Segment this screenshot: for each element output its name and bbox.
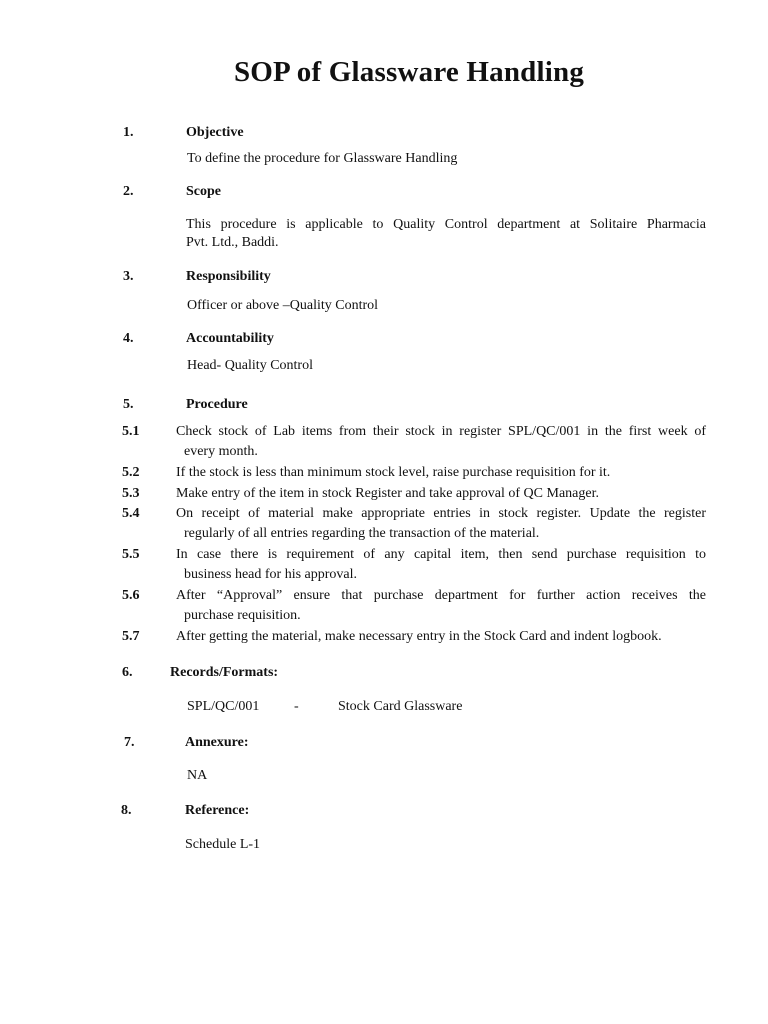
section-heading-accountability: Accountability: [186, 331, 274, 346]
document-title: SOP of Glassware Handling: [233, 56, 585, 88]
section-heading-annexure: Annexure:: [185, 735, 249, 750]
step-number: 5.3: [122, 486, 140, 501]
step-text-line-1: Make entry of the item in stock Register and take approval of QC Manager.: [176, 486, 599, 501]
section-number: 2.: [123, 184, 134, 199]
step-text-line-2: regularly of all entries regarding the transaction of the material.: [184, 526, 540, 541]
step-text-line-2: business head for his approval.: [184, 567, 358, 582]
step-text-line-1: If the stock is less than minimum stock level, raise purchase requisition for it.: [176, 465, 611, 480]
step-number: 5.5: [122, 547, 140, 562]
record-separator: -: [294, 699, 299, 714]
section-number: 3.: [123, 269, 134, 284]
section-number: 8.: [121, 803, 132, 818]
section-heading-responsibility: Responsibility: [186, 269, 271, 284]
step-text-line-1: In case there is requirement of any capital item, then send purchase requisition to: [176, 547, 706, 562]
step-number: 5.4: [122, 506, 140, 521]
step-text-line-1: On receipt of material make appropriate entries in stock register. Update the register: [176, 506, 706, 521]
step-text-line-1: After getting the material, make necessary entry in the Stock Card and indent logbook.: [176, 629, 662, 644]
accountability-text: Head- Quality Control: [187, 358, 313, 373]
scope-text-line-2: Pvt. Ltd., Baddi.: [186, 235, 279, 250]
section-number: 4.: [123, 331, 134, 346]
step-number: 5.2: [122, 465, 140, 480]
section-number: 7.: [124, 735, 135, 750]
step-text-line-2: every month.: [184, 444, 258, 459]
section-heading-reference: Reference:: [185, 803, 250, 818]
annexure-text: NA: [187, 768, 208, 783]
section-heading-procedure: Procedure: [186, 397, 248, 412]
objective-text: To define the procedure for Glassware Handling: [187, 151, 458, 166]
section-number: 6.: [122, 665, 133, 680]
responsibility-text: Officer or above –Quality Control: [187, 298, 379, 313]
step-number: 5.1: [122, 424, 140, 439]
step-text-line-1: Check stock of Lab items from their stock in register SPL/QC/001 in the first week of: [176, 424, 706, 439]
record-code: SPL/QC/001: [187, 699, 260, 714]
step-text-line-1: After “Approval” ensure that purchase department for further action receives the: [176, 588, 706, 603]
section-heading-objective: Objective: [186, 125, 244, 140]
section-heading-records: Records/Formats:: [170, 665, 279, 680]
step-number: 5.6: [122, 588, 140, 603]
scope-text-line-1: This procedure is applicable to Quality Control department at Solitaire Pharmacia: [186, 217, 706, 232]
reference-text: Schedule L-1: [185, 837, 261, 852]
section-heading-scope: Scope: [186, 184, 221, 199]
record-name: Stock Card Glassware: [338, 699, 463, 714]
section-number: 5.: [123, 397, 134, 412]
section-number: 1.: [123, 125, 134, 140]
step-text-line-2: purchase requisition.: [184, 608, 301, 623]
step-number: 5.7: [122, 629, 140, 644]
